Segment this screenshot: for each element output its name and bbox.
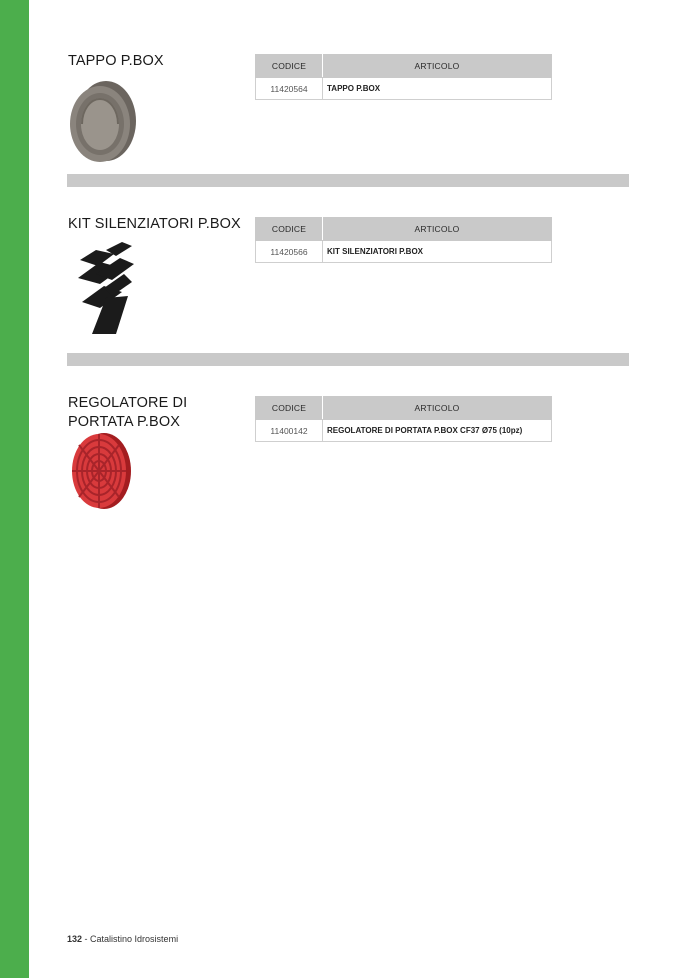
flow-regulator-image [66,430,136,512]
header-articolo: ARTICOLO [323,55,552,78]
product-article: KIT SILENZIATORI P.BOX [323,241,552,263]
product-article: TAPPO P.BOX [323,78,552,100]
table-row [256,420,552,442]
header-codice: CODICE [256,397,323,420]
product-table-kit-silenziatori [255,217,552,263]
section-title-tappo: TAPPO P.BOX [68,53,164,69]
table-row [256,241,552,263]
page-number: 132 [67,934,83,944]
header-articolo: ARTICOLO [323,218,552,241]
product-code: 11400142 [256,420,323,442]
footer-separator: - [82,934,91,944]
silencer-kit-image [66,238,146,342]
header-codice: CODICE [256,218,323,241]
product-code: 11420566 [256,241,323,263]
table-row [256,78,552,100]
header-articolo: ARTICOLO [323,397,552,420]
section-title-regolatore [68,394,187,432]
product-table-tappo [255,54,552,100]
section-title-kit-silenziatori: KIT SILENZIATORI P.BOX [68,216,241,232]
side-accent-bar [0,0,29,978]
section-title-line1: REGOLATORE DI [68,395,188,411]
section-divider [67,353,629,366]
section-divider [67,174,629,187]
page-footer [67,934,178,944]
header-codice: CODICE [256,55,323,78]
product-code: 11420564 [256,78,323,100]
product-table-regolatore [255,396,552,442]
catalog-name: Catalistino Idrosistemi [90,934,179,944]
tappo-cap-image [66,78,142,164]
section-title-line2: PORTATA P.BOX [68,414,180,430]
product-article: REGOLATORE DI PORTATA P.BOX CF37 Ø75 (10pz) [323,420,552,442]
